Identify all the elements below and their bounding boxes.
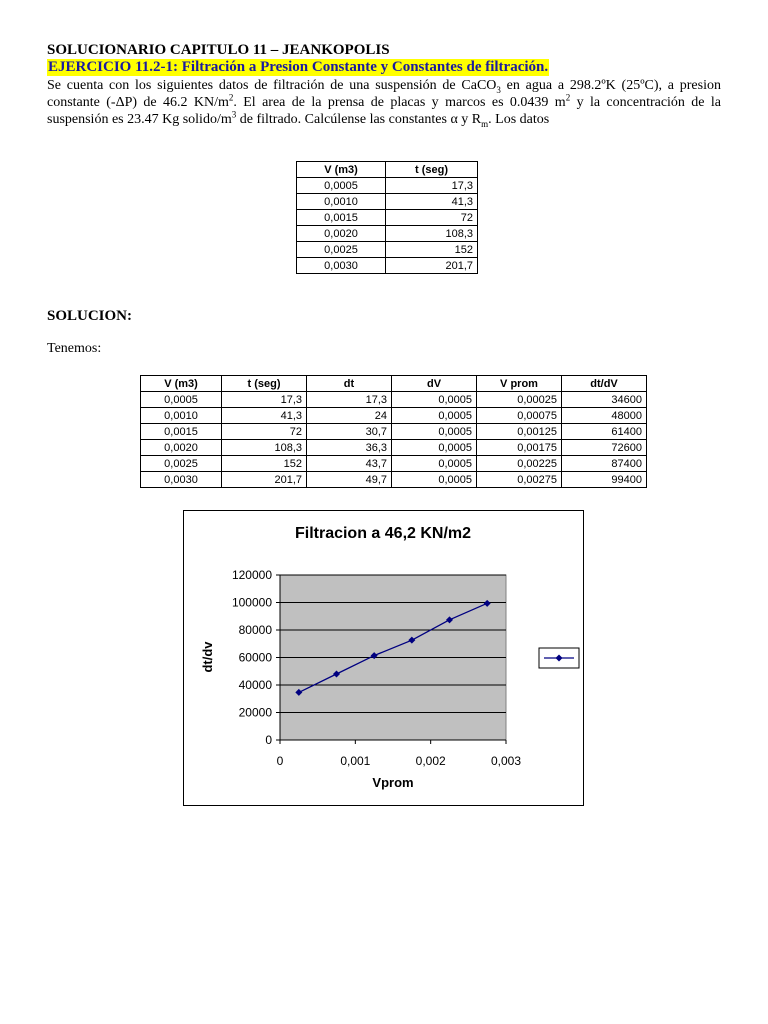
statement-part: en agua a 298.2ºK (25ºC), a presion constante (-ΔP) de 46.2 KN/m <box>47 78 721 110</box>
table-cell: 41,3 <box>386 194 478 210</box>
table-cell: 87400 <box>562 456 647 472</box>
table-cell: 0,0005 <box>392 472 477 488</box>
statement-superscript: 2 <box>228 92 234 103</box>
table-row <box>297 242 478 258</box>
statement-superscript: 2 <box>565 92 571 103</box>
problem-statement <box>47 77 721 128</box>
column-header: V (m3) <box>297 162 386 178</box>
table-cell: 0,0005 <box>392 424 477 440</box>
table-cell: 72 <box>222 424 307 440</box>
table-cell: 0,0005 <box>297 178 386 194</box>
document-title: SOLUCIONARIO CAPITULO 11 – JEANKOPOLIS <box>47 42 390 58</box>
y-tick-label: 60000 <box>238 650 272 665</box>
chart-title: Filtracion a 46,2 KN/m2 <box>294 525 472 542</box>
table-cell: 0,0005 <box>392 456 477 472</box>
solution-intro: Tenemos: <box>47 341 102 356</box>
table-cell: 24 <box>307 408 392 424</box>
table-cell: 0,00075 <box>477 408 562 424</box>
table-cell: 0,00125 <box>477 424 562 440</box>
x-axis-label: Vprom <box>372 775 414 790</box>
table-cell: 0,0005 <box>392 408 477 424</box>
table-cell: 0,0010 <box>141 408 222 424</box>
x-tick-label: 0 <box>276 754 284 768</box>
table-row <box>141 440 647 456</box>
chart-container <box>183 510 584 806</box>
solution-heading: SOLUCION: <box>47 308 133 324</box>
y-tick-label: 100000 <box>231 595 272 610</box>
table-cell: 0,0005 <box>392 440 477 456</box>
table-cell: 0,00225 <box>477 456 562 472</box>
table-cell: 0,0015 <box>141 424 222 440</box>
table-cell: 0,0005 <box>141 392 222 408</box>
y-tick-label: 120000 <box>231 568 272 582</box>
statement-part: de filtrado. Calcúlense las constantes α y R <box>236 112 482 127</box>
data-table-1 <box>296 161 478 274</box>
column-header: V prom <box>477 376 562 392</box>
table-cell: 152 <box>222 456 307 472</box>
table-cell: 0,0030 <box>297 258 386 274</box>
table-header-row <box>297 162 478 178</box>
table-cell: 0,00275 <box>477 472 562 488</box>
statement-part: Se cuenta con los siguientes datos de filtración de una suspensión de CaCO <box>47 78 497 93</box>
column-header: dt/dV <box>562 376 647 392</box>
table-row <box>297 210 478 226</box>
table-row <box>141 472 647 488</box>
statement-subscript: m <box>481 118 489 129</box>
table-cell: 30,7 <box>307 424 392 440</box>
statement-part: y la concentración de la suspensión es 23.47 Kg solido/m <box>47 95 722 127</box>
exercise-title: EJERCICIO 11.2-1: Filtración a Presion Constante y Constantes de filtración. <box>48 59 549 75</box>
table-header-row <box>141 376 647 392</box>
column-header: dt <box>307 376 392 392</box>
statement-superscript: 3 <box>231 109 237 120</box>
table-cell: 0,0025 <box>297 242 386 258</box>
column-header: V (m3) <box>141 376 222 392</box>
column-header: t (seg) <box>222 376 307 392</box>
table-cell: 34600 <box>562 392 647 408</box>
table-row <box>141 392 647 408</box>
y-tick-label: 20000 <box>238 705 272 720</box>
table-row <box>141 408 647 424</box>
data-table-2 <box>140 375 647 488</box>
table-cell: 0,0010 <box>297 194 386 210</box>
table-cell: 72600 <box>562 440 647 456</box>
table-cell: 48000 <box>562 408 647 424</box>
table-cell: 201,7 <box>386 258 478 274</box>
y-tick-label: 0 <box>265 733 272 747</box>
table-cell: 108,3 <box>222 440 307 456</box>
table-cell: 0,0020 <box>141 440 222 456</box>
table-row <box>297 178 478 194</box>
x-tick-label: 0,003 <box>490 754 522 768</box>
table-cell: 17,3 <box>222 392 307 408</box>
statement-subscript: 3 <box>496 84 501 95</box>
table-cell: 17,3 <box>386 178 478 194</box>
statement-part: . El area de la prensa de placas y marcos es 0.0439 m <box>233 95 566 110</box>
table-cell: 99400 <box>562 472 647 488</box>
table-cell: 0,0020 <box>297 226 386 242</box>
table-row <box>141 424 647 440</box>
table-cell: 152 <box>386 242 478 258</box>
y-axis-label: dt/dv <box>200 641 215 673</box>
table-row <box>297 226 478 242</box>
table-row <box>297 194 478 210</box>
statement-part: . Los datos <box>488 112 550 127</box>
table-cell: 36,3 <box>307 440 392 456</box>
table-cell: 17,3 <box>307 392 392 408</box>
table-cell: 0,0005 <box>392 392 477 408</box>
table-cell: 0,0015 <box>297 210 386 226</box>
table-cell: 108,3 <box>386 226 478 242</box>
y-tick-label: 80000 <box>238 623 272 637</box>
y-tick-label: 40000 <box>238 678 272 692</box>
table-row <box>297 258 478 274</box>
column-header: t (seg) <box>386 162 478 178</box>
table-cell: 41,3 <box>222 408 307 424</box>
table-cell: 72 <box>386 210 478 226</box>
table-cell: 0,0025 <box>141 456 222 472</box>
filtration-chart <box>184 511 583 805</box>
table-cell: 43,7 <box>307 456 392 472</box>
table-cell: 0,0030 <box>141 472 222 488</box>
column-header: dV <box>392 376 477 392</box>
table-row <box>141 456 647 472</box>
x-tick-label: 0,002 <box>415 754 446 768</box>
table-cell: 201,7 <box>222 472 307 488</box>
table-cell: 49,7 <box>307 472 392 488</box>
table-cell: 0,00025 <box>477 392 562 408</box>
table-cell: 0,00175 <box>477 440 562 456</box>
table-cell: 61400 <box>562 424 647 440</box>
x-tick-label: 0,001 <box>340 754 371 768</box>
